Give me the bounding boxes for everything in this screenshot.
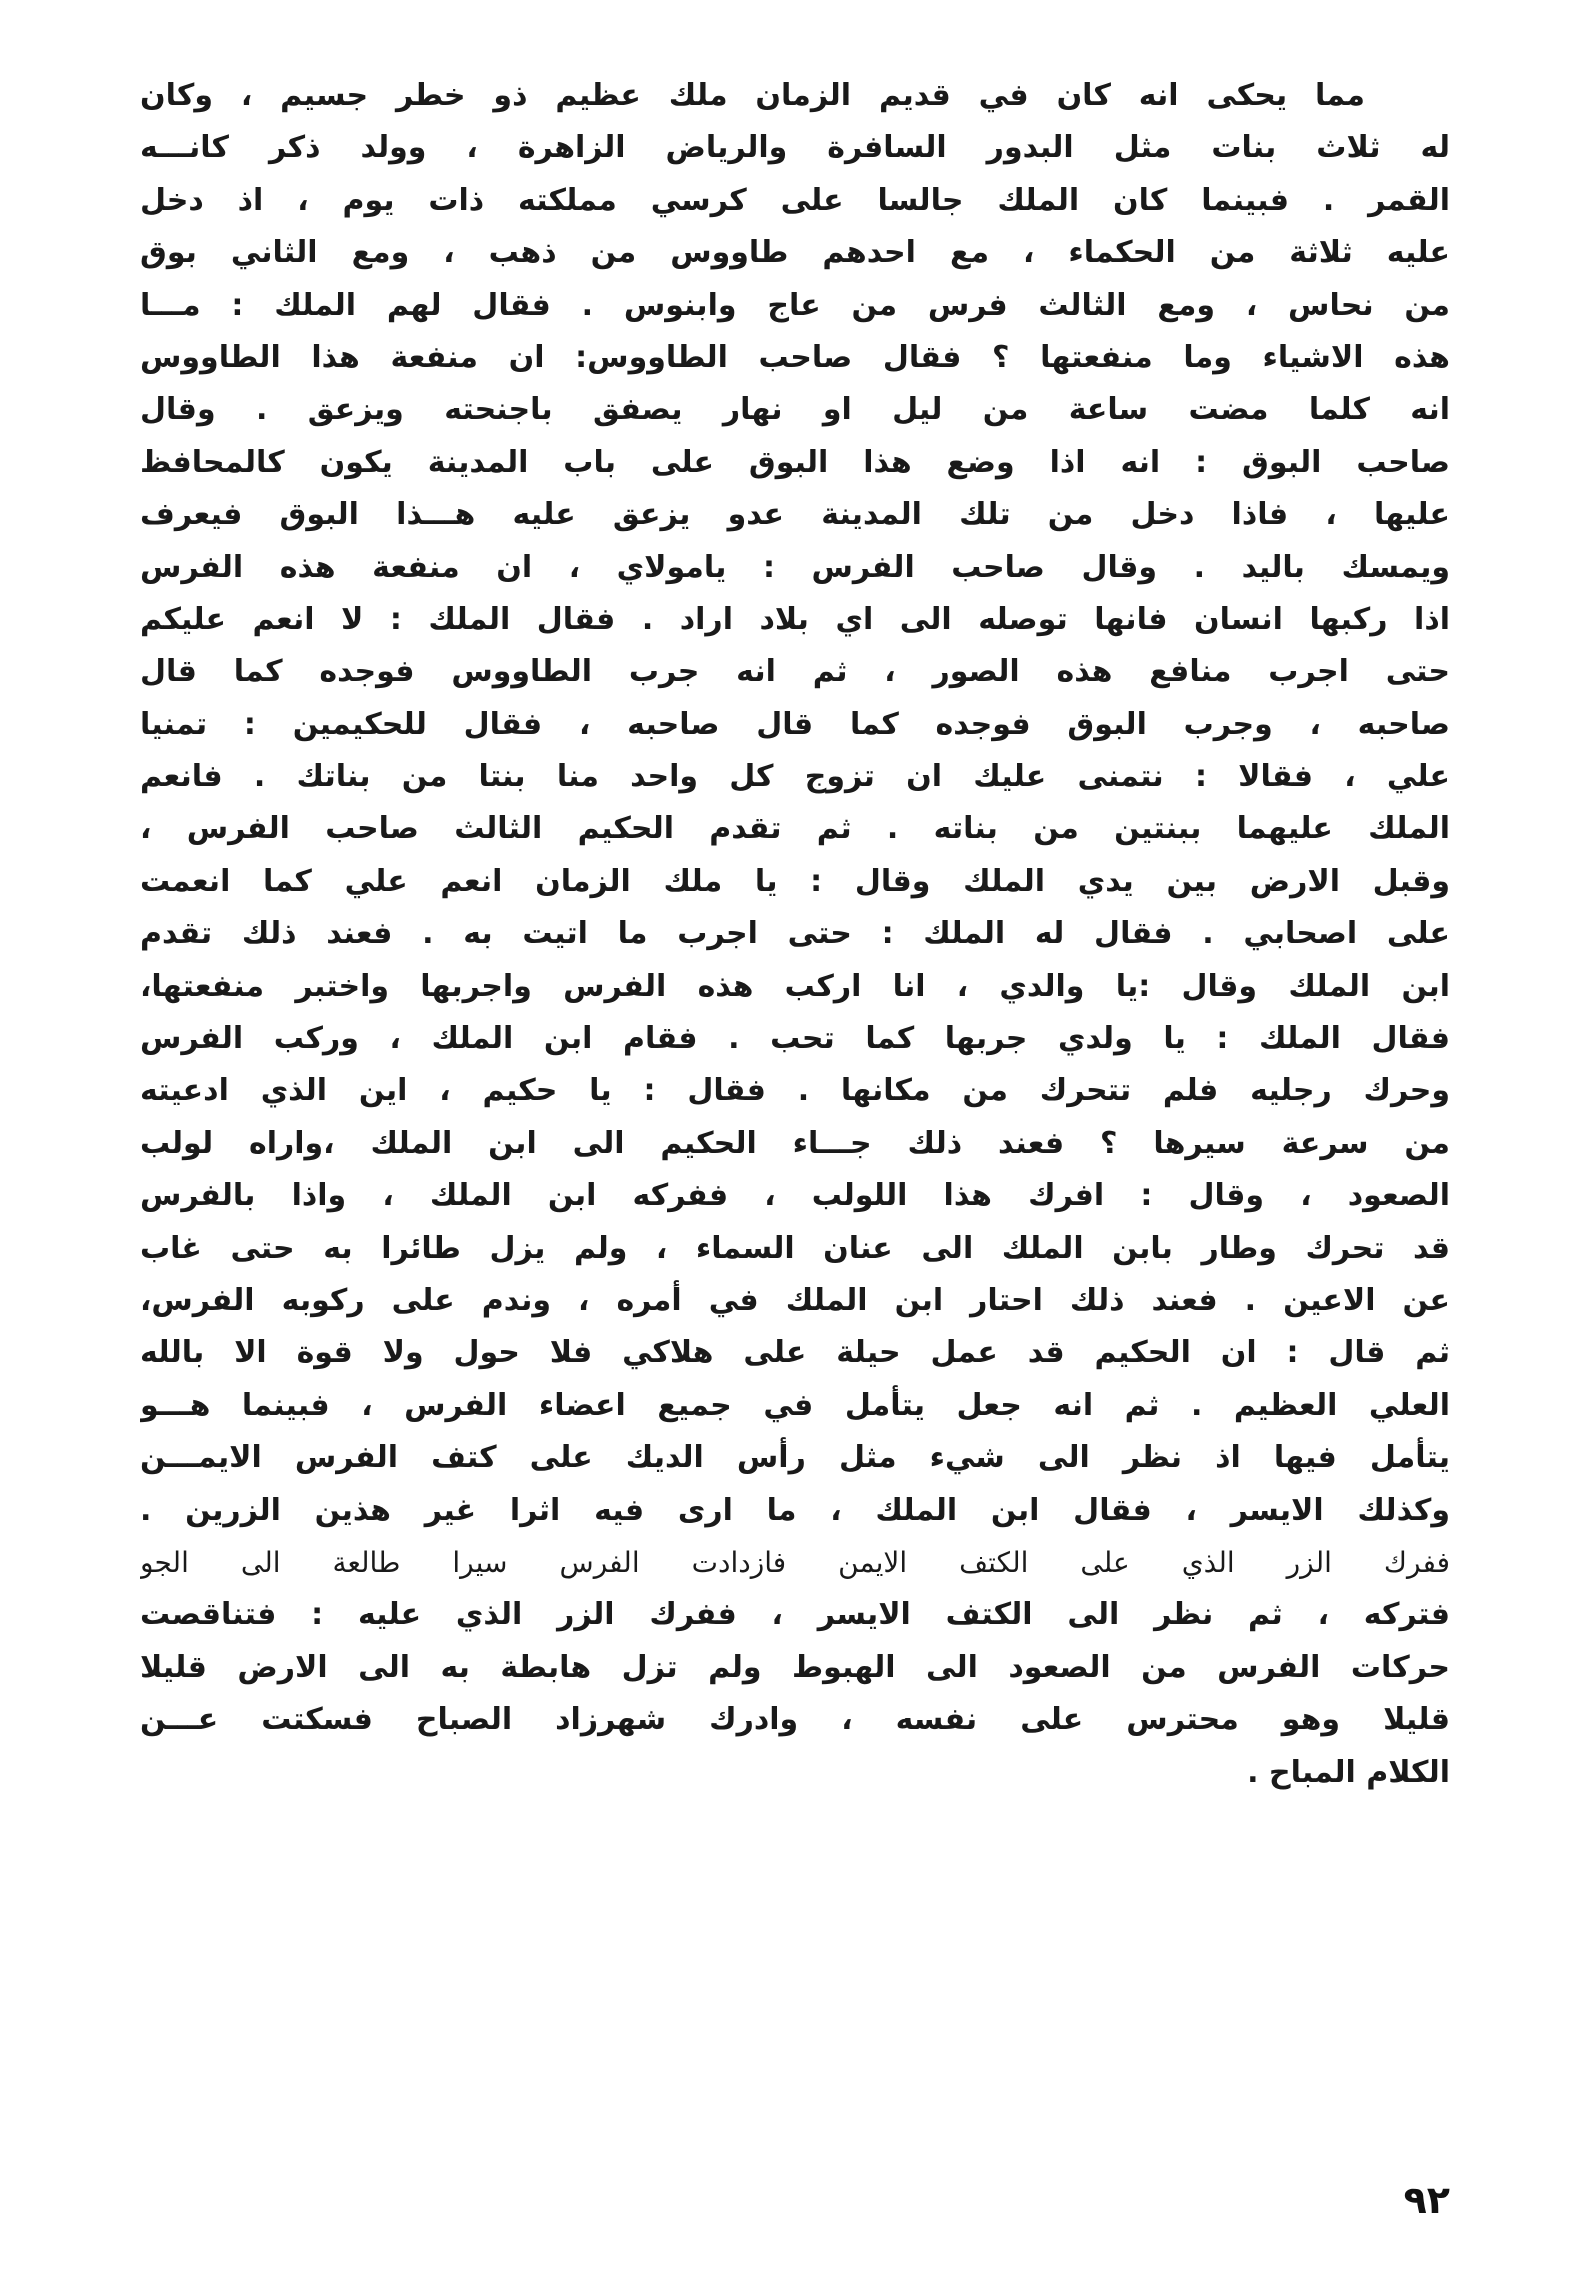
text-line-21: من سرعة سيرها ؟ فعند ذلك جـــاء الحكيم الى ابن الملك ،واراه لولب: [140, 1125, 1450, 1161]
text-line-18: ابن الملك وقال :يا والدي ، انا اركب هذه الفرس واجربها واختبر منفعتها،: [140, 968, 1450, 1004]
text-line-17: على اصحابي . فقال له الملك : حتى اجرب ما اتيت به . فعند ذلك تقدم: [140, 916, 1450, 952]
text-line-29: ففرك الزر الذي على الكتف الايمن فازدادت الفرس سيرا طالعة الى الجو: [140, 1545, 1450, 1579]
text-line-15: الملك عليهما ببنتين من بناته . ثم تقدم الحكيم الثالث صاحب الفرس ،: [140, 811, 1450, 847]
text-line-24: عن الاعين . فعند ذلك احتار ابن الملك في أمره ، وندم على ركوبه الفرس،: [140, 1282, 1450, 1318]
text-line-12: حتى اجرب منافع هذه الصور ، ثم انه جرب الطاووس فوجده كما قال: [140, 654, 1450, 690]
text-line-10: ويمسك باليد . وقال صاحب الفرس : يامولاي ، ان منفعة هذه الفرس: [140, 549, 1450, 585]
text-line-5: من نحاس ، ومع الثالث فرس من عاج وابنوس . فقال لهم الملك : مـــا: [140, 287, 1450, 323]
text-line-8: صاحب البوق : انه اذا وضع هذا البوق على باب المدينة يكون كالمحافظ: [140, 444, 1450, 480]
text-line-9: عليها ، فاذا دخل من تلك المدينة عدو يزعق عليه هـــذا البوق فيعرف: [140, 497, 1450, 533]
text-line-4: عليه ثلاثة من الحكماء ، مع احدهم طاووس من ذهب ، ومع الثاني بوق: [140, 235, 1450, 271]
text-line-33: الكلام المباح .: [1247, 1754, 1450, 1790]
text-line-22: الصعود ، وقال : افرك هذا اللولب ، ففركه ابن الملك ، واذا بالفرس: [140, 1178, 1450, 1214]
text-line-2: له ثلاث بنات مثل البدور السافرة والرياض الزاهرة ، وولد ذكر كانـــه: [140, 130, 1450, 166]
text-line-13: صاحبه ، وجرب البوق فوجده كما قال صاحبه ، فقال للحكيمين : تمنيا: [140, 706, 1450, 742]
text-line-32: قليلا وهو محترس على نفسه ، وادرك شهرزاد الصباح فسكتت عـــن: [140, 1702, 1450, 1738]
text-line-19: فقال الملك : يا ولدي جربها كما تحب . فقام ابن الملك ، وركب الفرس: [140, 1021, 1450, 1057]
text-line-11: اذا ركبها انسان فانها توصله الى اي بلاد اراد . فقال الملك : لا انعم عليكم: [140, 601, 1450, 637]
text-line-6: هذه الاشياء وما منفعتها ؟ فقال صاحب الطاووس: ان منفعة هذا الطاووس: [140, 339, 1450, 375]
text-line-1: مما يحكى انه كان في قديم الزمان ملك عظيم ذو خطر جسيم ، وكان: [140, 78, 1365, 113]
text-line-25: ثم قال : ان الحكيم قد عمل حيلة على هلاكي فلا حول ولا قوة الا بالله: [140, 1335, 1450, 1371]
text-line-7: انه كلما مضت ساعة من ليل او نهار يصفق باجنحته ويزعق . وقال: [140, 392, 1450, 428]
text-line-28: وكذلك الايسر ، فقال ابن الملك ، ما ارى فيه اثرا غير هذين الزرين .: [140, 1492, 1450, 1528]
text-line-30: فتركه ، ثم نظر الى الكتف الايسر ، ففرك الزر الذي عليه : فتناقصت: [140, 1597, 1450, 1633]
page-number: ٩٢: [1403, 2178, 1450, 2222]
text-line-31: حركات الفرس من الصعود الى الهبوط ولم تزل هابطة به الى الارض قليلا: [140, 1649, 1450, 1685]
story-text: [140, 70, 1450, 1799]
text-line-20: وحرك رجليه فلم تتحرك من مكانها . فقال : يا حكيم ، اين الذي ادعيته: [140, 1073, 1450, 1109]
text-line-14: علي ، فقالا : نتمنى عليك ان تزوج كل واحد منا بنتا من بناتك . فانعم: [140, 759, 1450, 795]
text-line-26: العلي العظيم . ثم انه جعل يتأمل في جميع اعضاء الفرس ، فبينما هـــو: [140, 1387, 1450, 1423]
text-line-23: قد تحرك وطار بابن الملك الى عنان السماء ، ولم يزل طائرا به حتى غاب: [140, 1230, 1450, 1266]
text-line-27: يتأمل فيها اذ نظر الى شيء مثل رأس الديك على كتف الفرس الايمـــن: [140, 1440, 1450, 1476]
text-line-3: القمر . فبينما كان الملك جالسا على كرسي مملكته ذات يوم ، اذ دخل: [140, 182, 1450, 218]
text-line-16: وقبل الارض بين يدي الملك وقال : يا ملك الزمان انعم علي كما انعمت: [140, 863, 1450, 899]
